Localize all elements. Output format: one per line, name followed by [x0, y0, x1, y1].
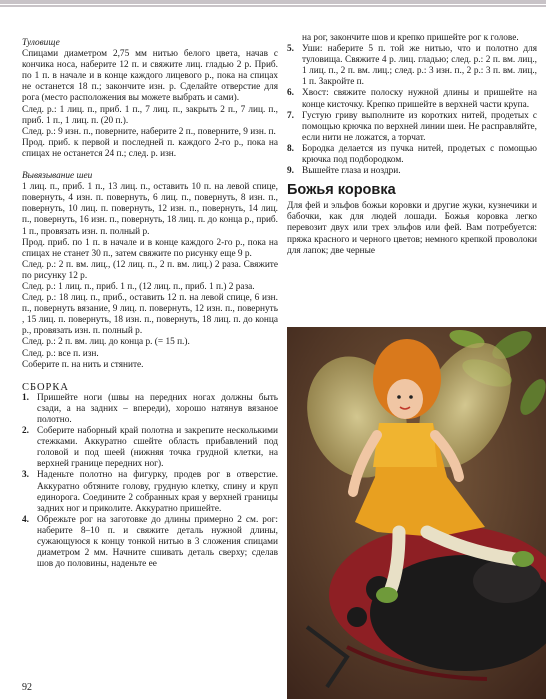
step-number: 6.: [287, 88, 294, 99]
assembly-heading: СБОРКА: [22, 381, 69, 393]
body-paragraph: След. р.: 9 изн. п., поверните, наберите 2 п., поверните, 9 изн. п.: [22, 126, 276, 137]
step-text: Хвост: свяжите полоску нужной длины и пришейте на конце кисточку. Крепко пришейте в верхней части крупа.: [302, 88, 537, 110]
assembly-steps: [22, 393, 278, 571]
continuation-text: на рог, закончите шов и крепко пришейте рог к голове.: [302, 33, 519, 43]
section-title: Божья коровка: [287, 182, 396, 199]
neck-paragraph: Прод. приб. по 1 п. в начале и в конце каждого 2-го р., пока на спицах не станет 30 п., затем свяжите по рисунку еще 9 р.: [22, 237, 278, 259]
neck-paragraph: След. р.: 18 лиц. п., приб., оставить 12 п. на левой спице, 6 изн. п., повернуть вязание, 9 лиц. п. повернуть, 12 изн. п., повернуть , 15 лиц. п. повернуть, 18 изн. п., повернуть, 18 лиц. п. до конца р., провязать изн. п. полный р.: [22, 293, 278, 337]
left-column: [22, 38, 278, 570]
step-number: 1.: [22, 392, 29, 403]
body-paragraph: След. р.: 1 лиц. п., приб. 1 п., 7 лиц. п., закрыть 2 п., 7 лиц. п., приб. 1 п., 1 лиц. п. (20 п.).: [22, 104, 278, 126]
neck-paragraph: След. р.: 1 лиц. п., приб. 1 п., (12 лиц. п., приб. 1 п.) 2 раза.: [22, 281, 255, 292]
step-text: Соберите наборный край полотна и закрепите несколькими стежками. Аккуратно сшейте область прибавлений под головой и под шеей (нижняя точка грудной клетки, на верхней границе передних ног).: [37, 426, 278, 470]
neck-heading: Вывязывание шеи: [22, 171, 93, 182]
body-paragraph: Спицами диаметром 2,75 мм нитью белого цвета, начав с кончика носа, наберите 12 п. и свяжите лиц. гладью 2 р. Приб. по 1 п. в начале и в конце каждого лицевого р., пока на спицах не останется 18 п.; закончите изн. р. Сделайте отверстие для рога (место расположения вы можете выбрать и сами).: [22, 49, 278, 104]
intro-paragraph: Для фей и эльфов божьи коровки и другие жуки, кузнечики и бабочки, как для людей лошади. Божья коровка легко перевозит двух или трех эльфов или фей. Вам потребуется: пряжа красного и черного цветов; немного крепкой проволоки для лапок; две черные: [287, 201, 537, 256]
step-number: 5.: [287, 44, 294, 55]
neck-paragraph: След. р.: 2 п. вм. лиц. до конца р. (= 15 п.).: [22, 337, 190, 348]
step-number: 9.: [287, 166, 294, 177]
body-paragraph: Прод. приб. к первой и последней п. каждого 2-го р., пока на спицах не останется 24 п.; след. р. изн.: [22, 137, 278, 159]
step-number: 2.: [22, 426, 29, 437]
step-item: [22, 470, 278, 514]
page-number: 92: [22, 682, 32, 693]
step-item: [22, 393, 278, 426]
step-text: Вышейте глаза и ноздри.: [302, 166, 401, 177]
step-text: Бородка делается из пучка нитей, продетых с помощью крючка под подбородком.: [302, 143, 537, 166]
step-item: [287, 44, 537, 88]
neck-paragraph: След. р.: все п. изн.: [22, 348, 99, 359]
step-number: 7.: [287, 110, 294, 121]
step-text: Густую гриву выполните из коротких нитей, продетых с помощью крючка по верхней линии шеи. Не расправляйте, если нити не ложатся, а торчат.: [302, 110, 537, 143]
step-item: [22, 515, 278, 570]
fairy-ladybird-illustration: [287, 327, 546, 699]
assembly-steps-continued: [287, 44, 537, 177]
step-text: Наденьте полотно на фигурку, продев рог в отверстие. Аккуратно обтяните голову, грудную клетку, спину и круп единорога. Соедините 2 собранных края у верхней границы задних ног и приколите. Аккуратно пришейте.: [37, 470, 278, 514]
step-number: 8.: [287, 143, 294, 154]
step-item: [22, 426, 278, 470]
right-column: [287, 33, 537, 257]
body-heading: Туловище: [22, 38, 60, 48]
neck-paragraph: Соберите п. на нить и стяните.: [22, 359, 144, 370]
top-rule: [0, 0, 546, 10]
step-item: [287, 166, 537, 177]
neck-paragraph: 1 лиц. п., приб. 1 п., 13 лиц. п., оставить 10 п. на левой спице, повернуть, 4 изн. п. повернуть, 6 лиц. п., повернуть, 8 изн. п., повернуть, 10 лиц. п. повернуть, 12 изн. п., повернуть, 14 лиц. п., повернуть, 16 изн. п., повернуть, 18 лиц. п. до конца р., приб. 1 п., провязать изн. п. полный р.: [22, 182, 278, 237]
step-item: [287, 88, 537, 110]
step-text: Пришейте ноги (швы на передних ногах должны быть сзади, а на задних – впереди), хорошо натянув вязаное полотно.: [37, 392, 278, 425]
step-number: 4.: [22, 514, 29, 525]
step-number: 3.: [22, 470, 29, 481]
step-item: [287, 111, 537, 144]
step-item: [287, 144, 537, 166]
neck-paragraph: След. р.: 2 п. вм. лиц., (12 лиц. п., 2 п. вм. лиц.) 2 раза. Свяжите по рисунку 12 р.: [22, 259, 278, 281]
step-text: Обрежьте рог на заготовке до длины примерно 2 см. рог: наберите 8–10 п. и свяжите деталь нужной длины, сужающуюся к концу тонкой нитью в 3 сложения спицами диаметром 2 мм. Начните сшивать деталь сверху; сделав шов до половины, наденьте ее: [37, 514, 278, 570]
step-text: Уши: наберите 5 п. той же нитью, что и полотно для туловища. Свяжите 4 р. лиц. гладью; след. р.: 2 п. вм. лиц., 1 лиц. п., 2 п. вм. лиц.; след. р.: 3 изн. п., 2 р.: 3 п. вм. лиц., 1 п. Закройте п.: [302, 44, 537, 88]
project-photo: [287, 327, 546, 699]
